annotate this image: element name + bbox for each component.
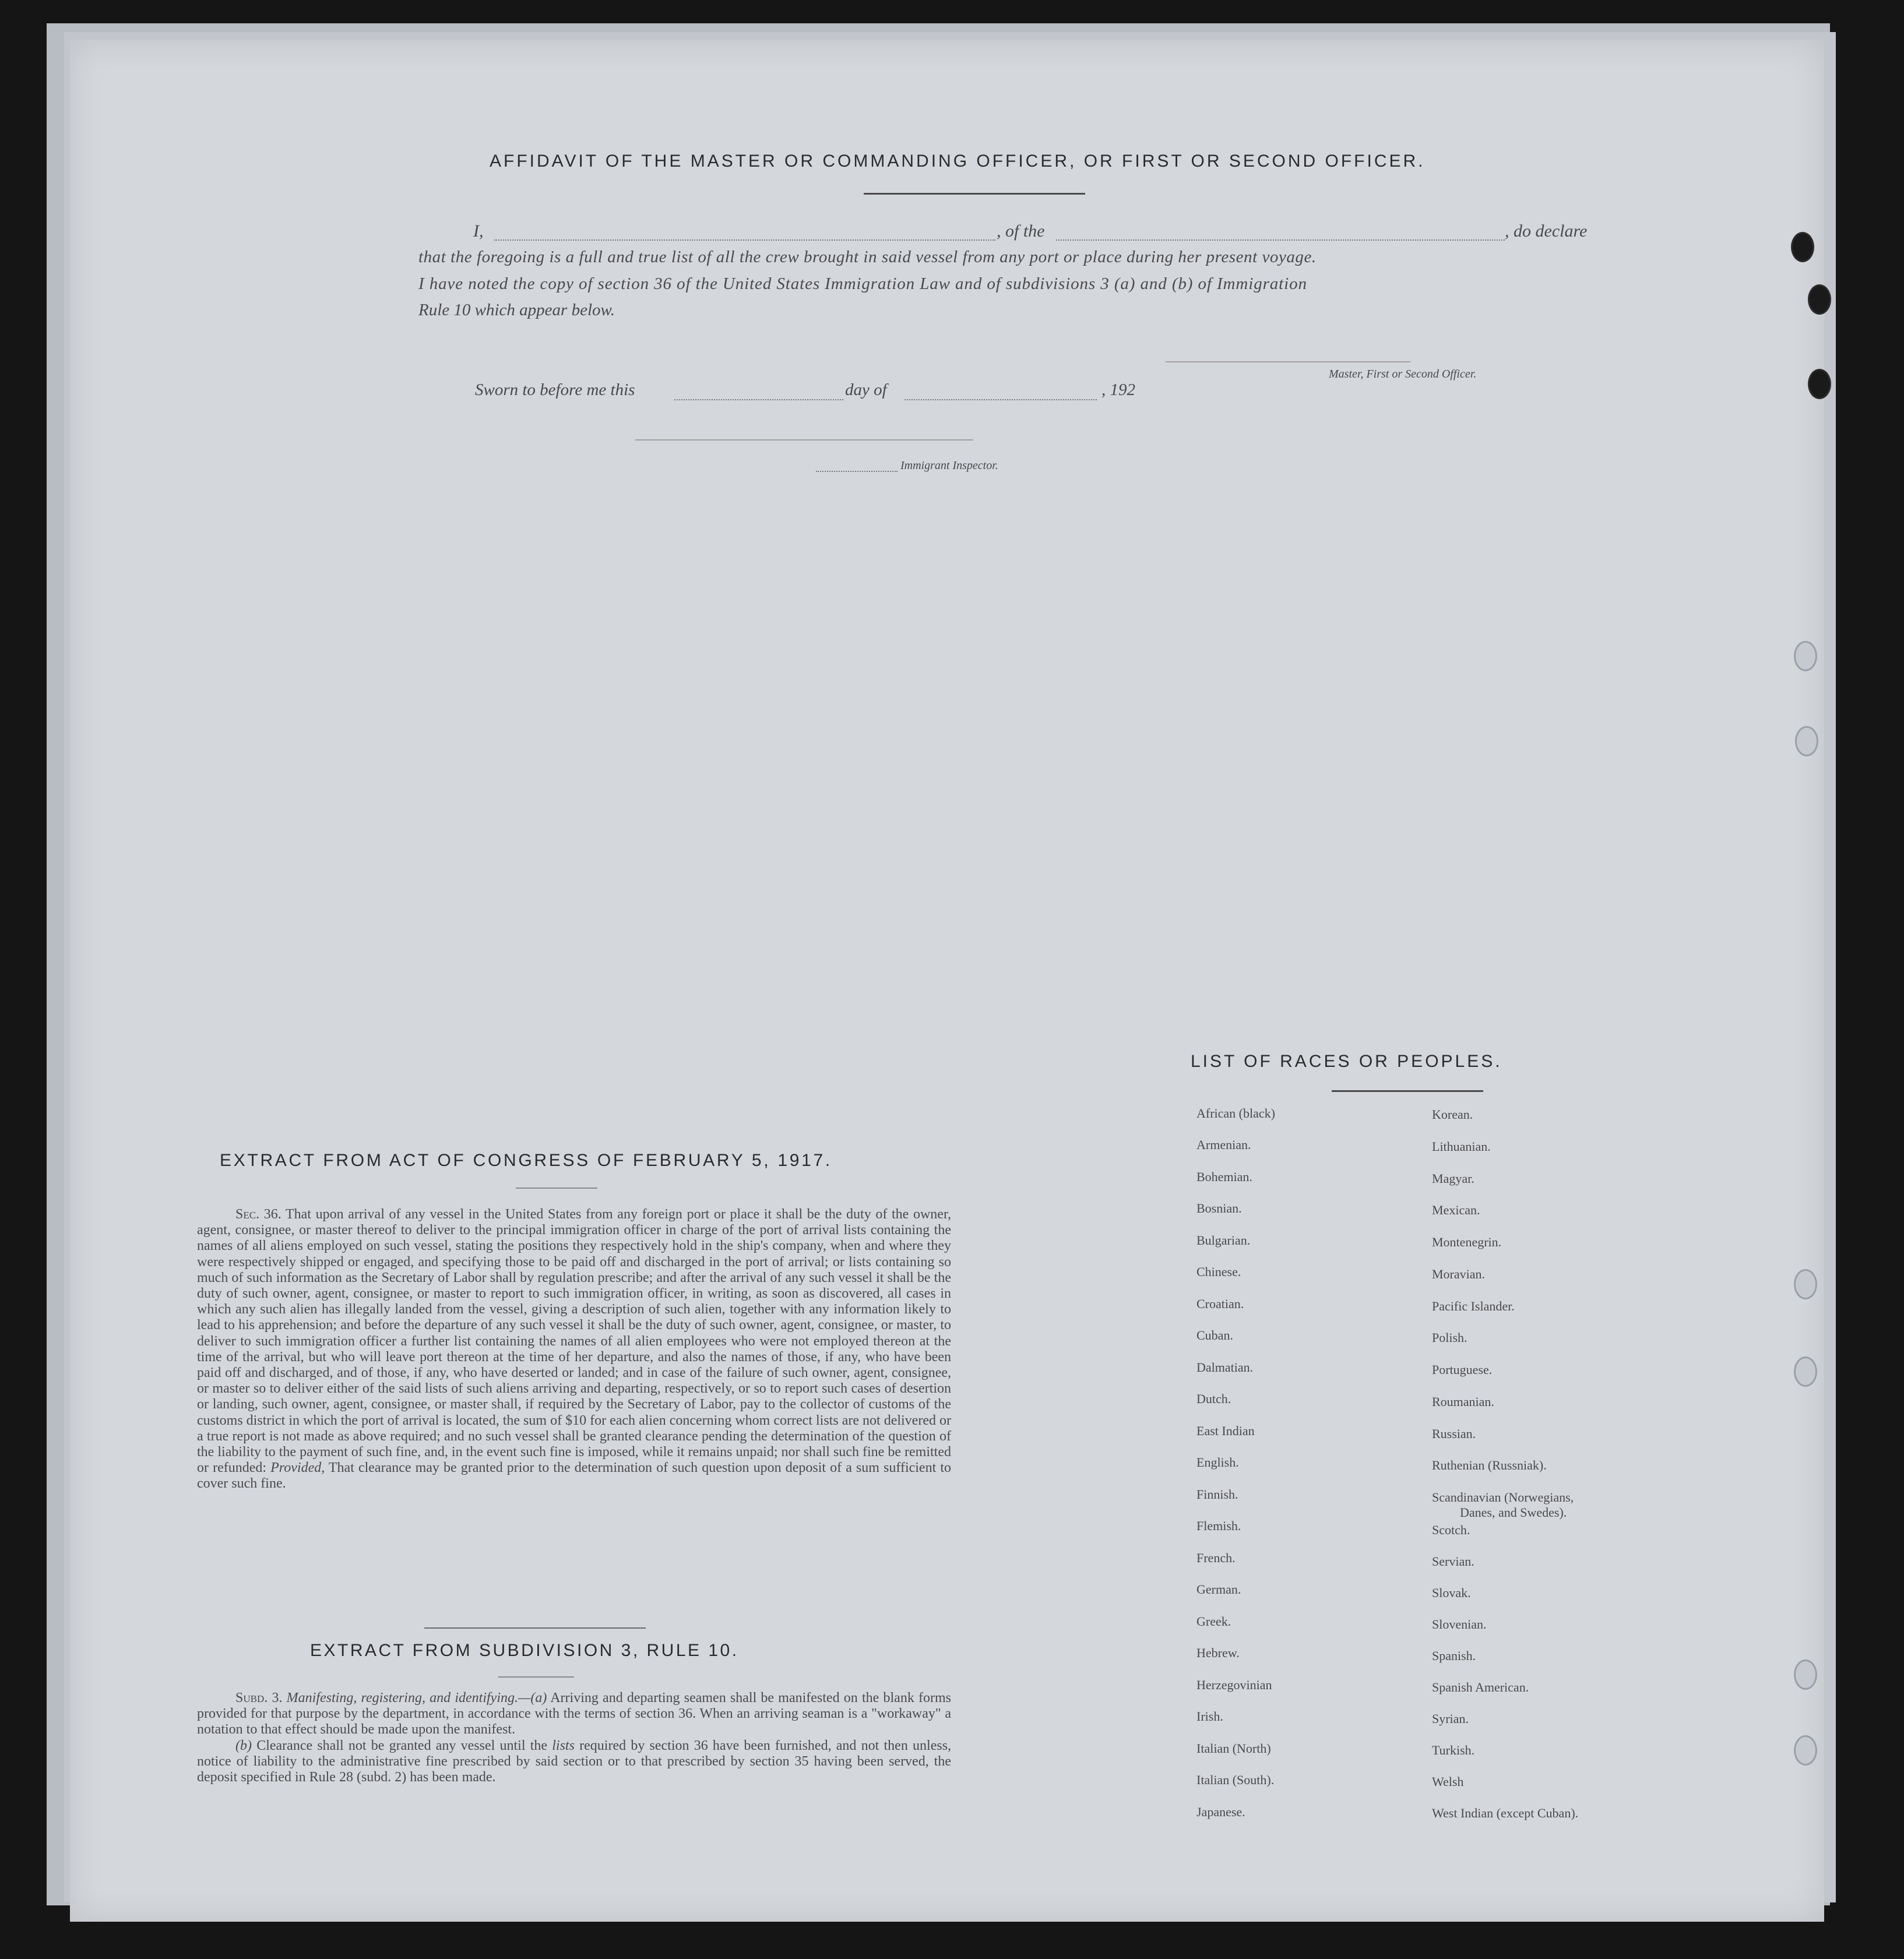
race-item: Montenegrin.: [1432, 1235, 1502, 1249]
race-item: Turkish.: [1432, 1743, 1475, 1757]
paragraph-a: Arriving and departing seamen shall be manifested on the blank forms provided for that purpose by the department, in accordance with the terms of section 36. When an arriving seaman is a "workaway" a notation to that effect should be made upon the manifest.: [197, 1690, 952, 1738]
section-36-body: That upon arrival of any vessel in the United States from any foreign port or place it shall be the duty of the owner, agent, consignee, or master thereof to deliver to the principal immigration officer in charge of the port of arrival lists containing the names of all aliens employed on such vessel, stating the positions they respectively hold in the ship's company, when and where they were respectively shipped or engaged, and specifying those to be paid off and discharged in the port of arrival; or lists containing so much of such information as the Secretary of Labor shall by regulation prescribe; and after the arrival of any such vessel it shall be the duty of such owner, agent, consignee, or master to report to such immigration officer, in writing, as soon as discovered, all cases in which any such alien has illegally landed from the vessel, giving a description of such alien, together with any information likely to lead to his apprehension; and before the departure of any such vessel it shall be the duty of such owner, agent, consignee, or master, to deliver to such immigration officer a further list containing the names of all alien employees who were not employed thereon at the time of the arrival, but who will leave port thereon at the time of her departure, and also the names of those, if any, who have been paid off and discharged, and of those, if any, who have deserted or landed; and in case of the failure of such owner, agent, consignee, or master so to deliver either of the said lists of such aliens arriving and departing, respectively, or so to report such cases of desertion or landing, such owner, agent, consignee, or master shall, if required by the Secretary of Labor, pay to the collector of customs of the customs district in which the port of arrival is located, the sum of $10 for each alien concerning whom correct lists are not delivered or a true report is not made as above required; and no such vessel shall be granted clearance pending the determination of the question of the liability to the payment of such fine, and, in the event such fine is imposed, while it remains unpaid; nor shall such fine be remitted or refunded:: [197, 1207, 951, 1476]
i-label: I,: [473, 221, 484, 241]
affidavit-line-3: Rule 10 which appear below.: [418, 301, 615, 319]
punch-hole-icon: [1808, 284, 1831, 315]
punch-hole-icon: [1794, 1735, 1817, 1766]
race-item: Hebrew.: [1196, 1646, 1240, 1660]
race-item: Portuguese.: [1432, 1362, 1493, 1377]
race-item: Ruthenian (Russniak).: [1432, 1458, 1547, 1472]
race-item: Slovak.: [1432, 1585, 1471, 1600]
race-item: Korean.: [1432, 1107, 1473, 1122]
sworn-day-blank[interactable]: [674, 399, 843, 400]
punch-hole-icon: [1794, 1269, 1817, 1299]
extract-rule-title: EXTRACT FROM SUBDIVISION 3, RULE 10.: [310, 1641, 739, 1660]
signature-line[interactable]: [1166, 361, 1410, 362]
race-item: German.: [1196, 1582, 1241, 1597]
paragraph-b-2: required by section 36 have been furnished, and not then unless, notice of liability to the administrative fine prescribed by said section or to that prescribed by section 35 having been served, the deposit specified in Rule 28 (subd. 2) has been made.: [197, 1738, 952, 1785]
punch-hole-icon: [1794, 1659, 1817, 1690]
race-item: Russian.: [1432, 1426, 1476, 1441]
subdivision-label: Subd. 3.: [235, 1690, 283, 1706]
punch-hole-icon: [1794, 641, 1817, 671]
subdivision-heading: Manifesting, registering, and identifying.—(a): [286, 1690, 547, 1706]
race-item: Scandinavian (Norwegians,: [1432, 1490, 1574, 1505]
name-blank[interactable]: [494, 239, 995, 241]
races-title: LIST OF RACES OR PEOPLES.: [1191, 1052, 1502, 1071]
race-item: Lithuanian.: [1432, 1139, 1491, 1154]
race-item: Japanese.: [1196, 1805, 1245, 1819]
punch-hole-icon: [1791, 232, 1814, 262]
race-item: Spanish.: [1432, 1648, 1476, 1663]
race-item: Dutch.: [1196, 1391, 1231, 1406]
race-item: Greek.: [1196, 1614, 1231, 1629]
race-item: Spanish American.: [1432, 1680, 1529, 1694]
punch-hole-icon: [1795, 726, 1818, 756]
race-item: Mexican.: [1432, 1203, 1480, 1217]
race-item: Italian (South).: [1196, 1773, 1275, 1787]
punch-hole-icon: [1794, 1356, 1817, 1387]
race-item: Cuban.: [1196, 1328, 1233, 1343]
extract-act-rule: [516, 1188, 597, 1189]
race-item: Slovenian.: [1432, 1617, 1487, 1632]
race-item: Moravian.: [1432, 1267, 1486, 1281]
race-item: Finnish.: [1196, 1487, 1238, 1502]
signature-caption: Master, First or Second Officer.: [1329, 368, 1477, 380]
punch-hole-icon: [1808, 369, 1831, 399]
race-item: Dalmatian.: [1196, 1360, 1254, 1375]
races-title-rule: [1332, 1090, 1483, 1092]
race-item: Italian (North): [1196, 1741, 1271, 1756]
affidavit-line-2: I have noted the copy of section 36 of the United States Immigration Law and of subdivisions 3 (a) and (b) of Immigration: [418, 274, 1307, 293]
section-label: Sec. 36.: [235, 1207, 281, 1222]
race-item: French.: [1196, 1551, 1236, 1565]
inspector-name-blank[interactable]: [816, 471, 898, 472]
provided-text: That clearance may be granted prior to the determination of such question upon deposit of a sum sufficient to cover such fine.: [197, 1460, 951, 1492]
year-label: , 192: [1101, 380, 1135, 399]
extract-rule-rule: [498, 1676, 574, 1678]
b-label: (b): [235, 1738, 252, 1753]
race-item: Bulgarian.: [1196, 1233, 1251, 1248]
race-item: Scotch.: [1432, 1523, 1470, 1537]
race-item: Bosnian.: [1196, 1201, 1242, 1215]
race-item: Flemish.: [1196, 1518, 1241, 1533]
race-item: Syrian.: [1432, 1711, 1469, 1726]
affidavit-title: AFFIDAVIT OF THE MASTER OR COMMANDING OFFICER, OR FIRST OR SECOND OFFICER.: [490, 151, 1426, 171]
race-item: Welsh: [1432, 1774, 1464, 1789]
lists-word: lists: [552, 1738, 575, 1753]
sworn-month-blank[interactable]: [905, 399, 1097, 400]
race-item: Bohemian.: [1196, 1169, 1252, 1184]
race-item: African (black): [1196, 1106, 1275, 1121]
section-divider: [424, 1627, 646, 1629]
sworn-label: Sworn to before me this: [475, 380, 635, 399]
race-item: Irish.: [1196, 1709, 1223, 1724]
race-item: Pacific Islander.: [1432, 1299, 1515, 1313]
race-item: Armenian.: [1196, 1137, 1251, 1152]
race-item: Chinese.: [1196, 1264, 1241, 1279]
vessel-blank[interactable]: [1056, 239, 1505, 241]
race-item: Croatian.: [1196, 1296, 1244, 1311]
inspector-signature-line[interactable]: [635, 439, 973, 441]
race-item: Herzegovinian: [1196, 1678, 1272, 1692]
race-item: Roumanian.: [1432, 1394, 1494, 1409]
do-declare-label: , do declare: [1505, 221, 1588, 241]
document-page: [70, 40, 1824, 1922]
section-36-text: [197, 1207, 951, 1492]
title-rule: [864, 193, 1085, 195]
extract-act-title: EXTRACT FROM ACT OF CONGRESS OF FEBRUARY 5, 1917.: [220, 1151, 832, 1170]
race-item: East Indian: [1196, 1424, 1255, 1438]
provided-label: Provided,: [270, 1460, 325, 1476]
race-item: Servian.: [1432, 1554, 1474, 1569]
day-of-label: day of: [845, 380, 887, 399]
rule-10-text: [197, 1690, 951, 1785]
race-item: Polish.: [1432, 1330, 1467, 1345]
of-the-label: , of the: [997, 221, 1045, 241]
inspector-caption: Immigrant Inspector.: [900, 459, 998, 472]
race-item: West Indian (except Cuban).: [1432, 1806, 1579, 1820]
paragraph-b-1: Clearance shall not be granted any vessel until the: [256, 1738, 548, 1753]
race-item-continuation: Danes, and Swedes).: [1460, 1505, 1567, 1520]
affidavit-line-1: that the foregoing is a full and true list of all the crew brought in said vessel from any port or place during her present voyage.: [418, 248, 1317, 266]
race-item: Magyar.: [1432, 1171, 1474, 1186]
race-item: English.: [1196, 1455, 1239, 1470]
